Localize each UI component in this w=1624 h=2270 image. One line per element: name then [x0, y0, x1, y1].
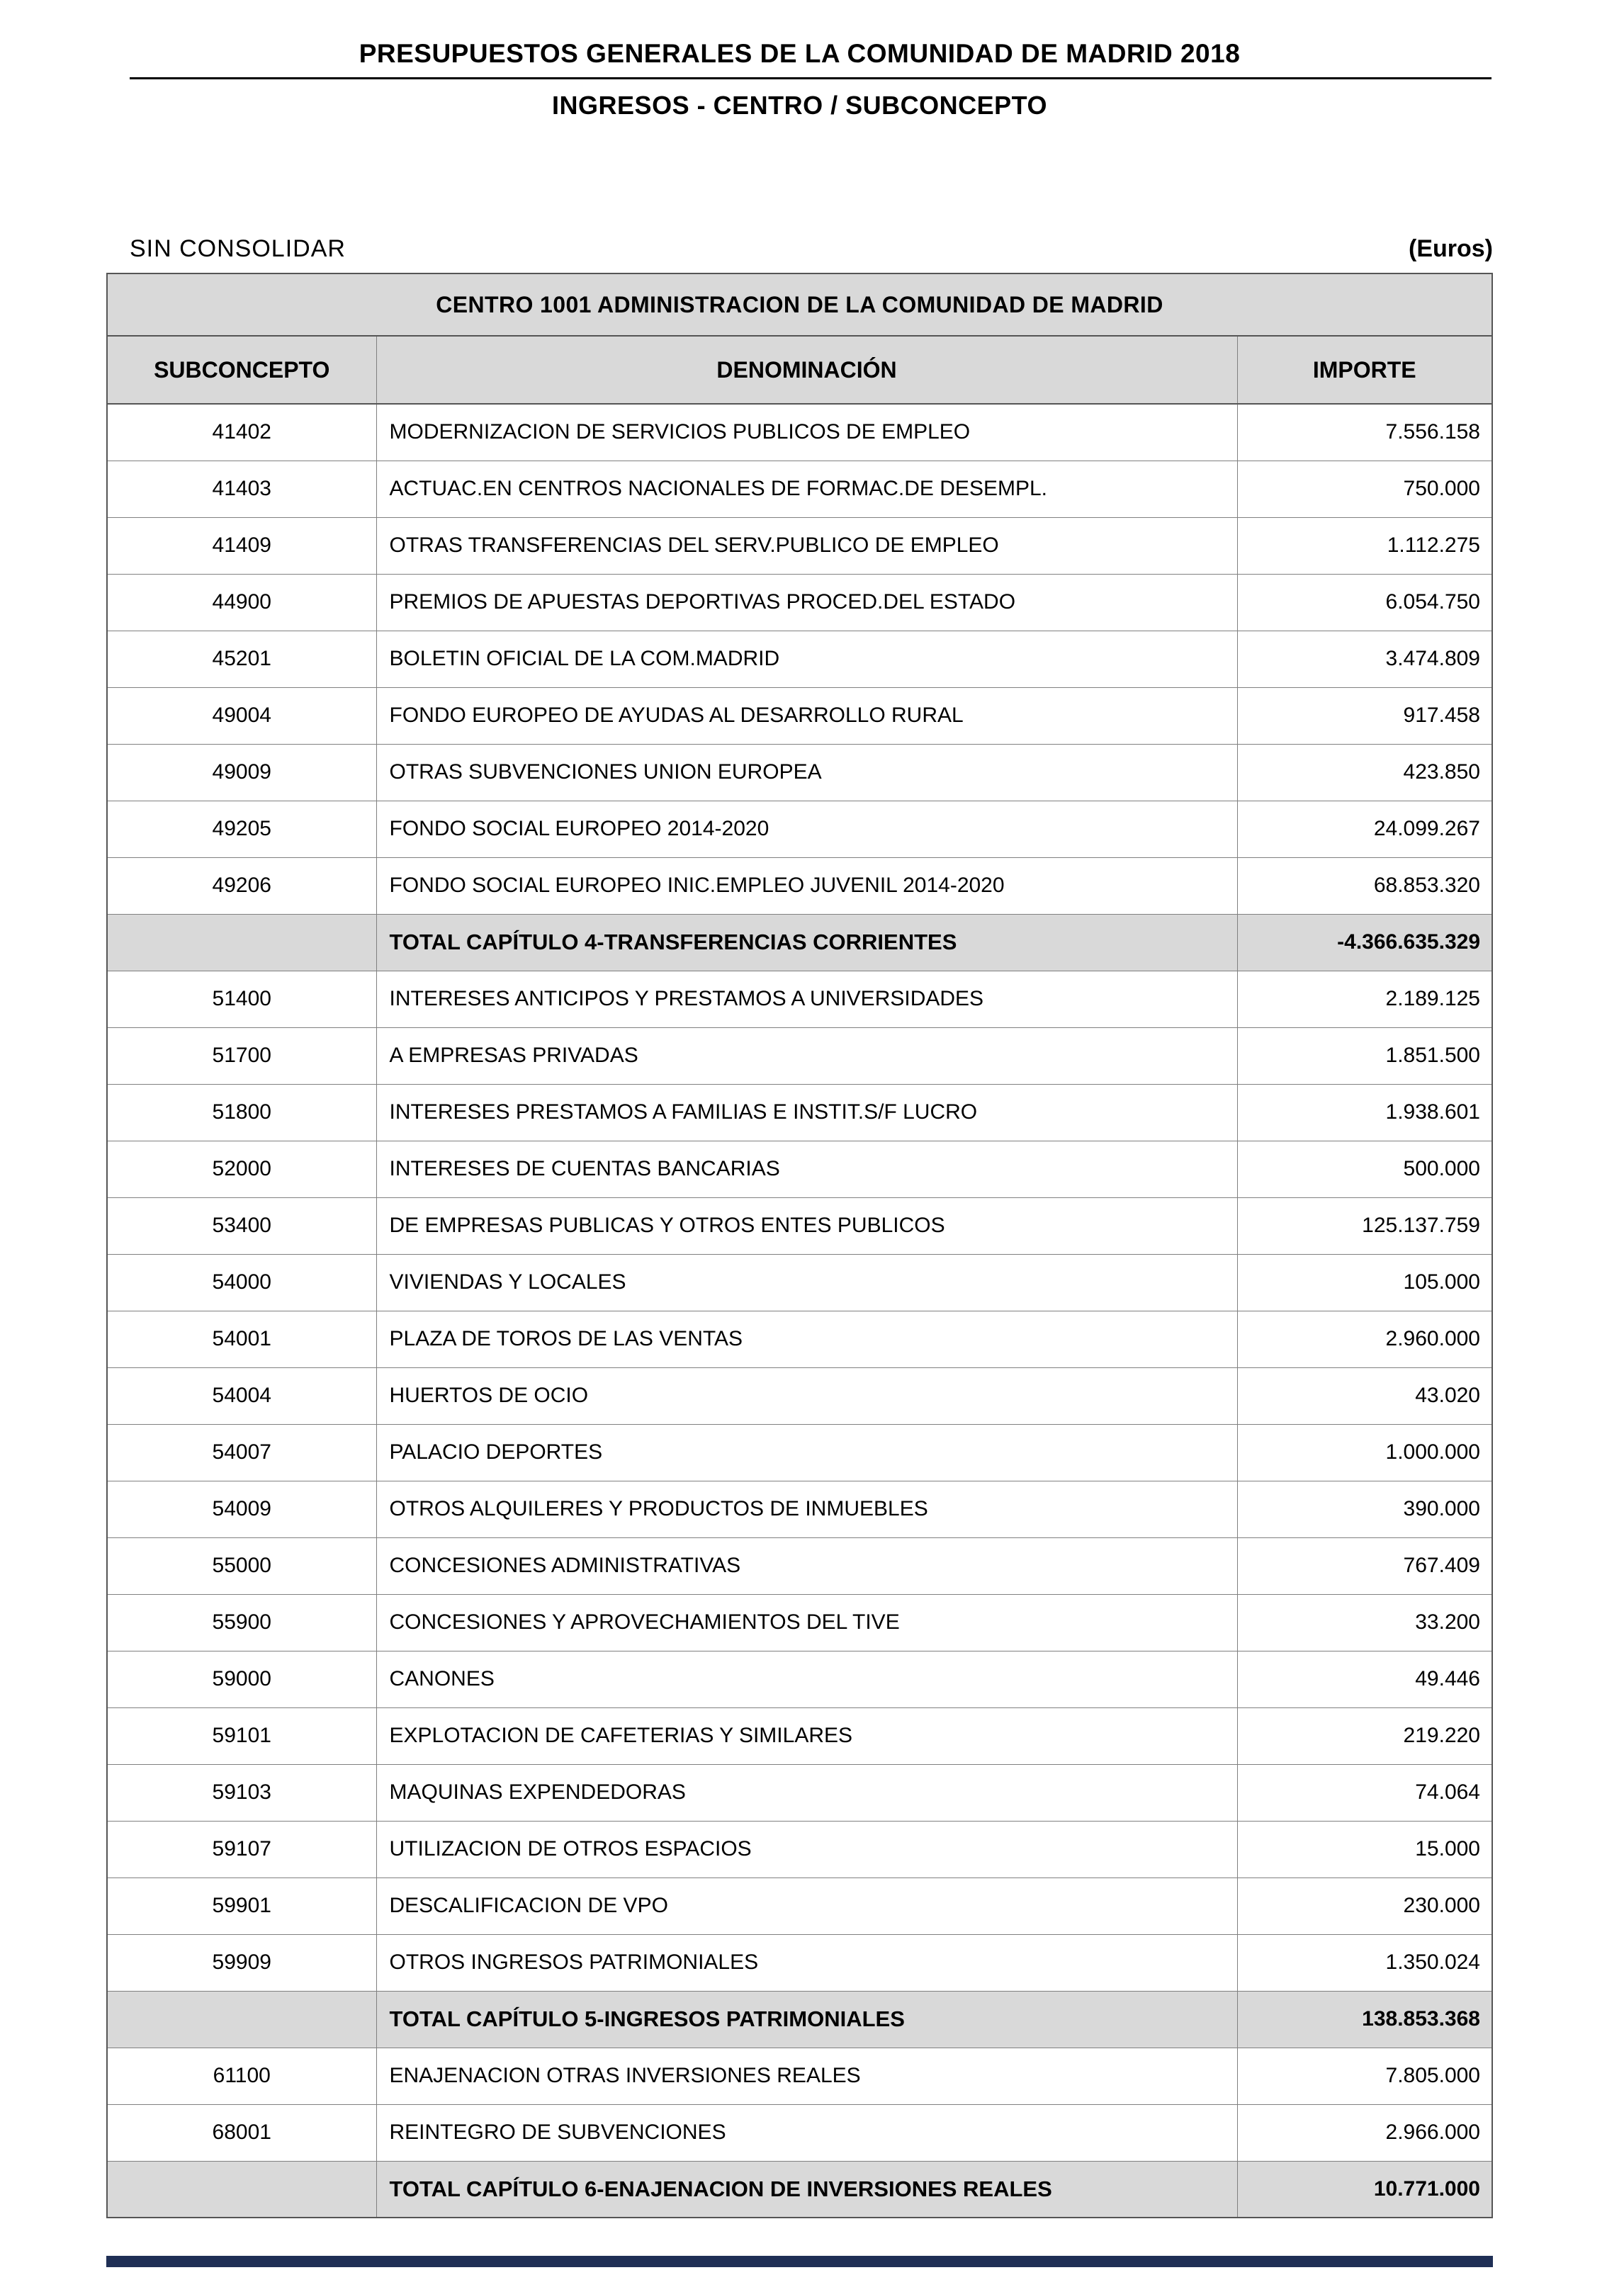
- importe-cell: 74.064: [1237, 1764, 1492, 1821]
- denominacion-cell: REINTEGRO DE SUBVENCIONES: [376, 2104, 1237, 2161]
- column-header-subconcepto: SUBCONCEPTO: [107, 336, 376, 404]
- table-row: [107, 1254, 1492, 1311]
- importe-cell: 1.112.275: [1237, 517, 1492, 574]
- denominacion-cell: DE EMPRESAS PUBLICAS Y OTROS ENTES PUBLICOS: [376, 1197, 1237, 1254]
- importe-cell: 6.054.750: [1237, 574, 1492, 631]
- centro-header: CENTRO 1001 ADMINISTRACION DE LA COMUNIDAD DE MADRID: [107, 273, 1492, 336]
- subconcepto-cell: 41403: [107, 461, 376, 517]
- subconcepto-cell: 55000: [107, 1537, 376, 1594]
- table-row: [107, 857, 1492, 914]
- subconcepto-cell: 41409: [107, 517, 376, 574]
- importe-cell: 138.853.368: [1237, 1991, 1492, 2048]
- importe-cell: 767.409: [1237, 1537, 1492, 1594]
- denominacion-cell: INTERESES PRESTAMOS A FAMILIAS E INSTIT.S/F LUCRO: [376, 1084, 1237, 1141]
- subconcepto-cell: 53400: [107, 1197, 376, 1254]
- subconcepto-cell: 68001: [107, 2104, 376, 2161]
- importe-cell: 750.000: [1237, 461, 1492, 517]
- denominacion-cell: EXPLOTACION DE CAFETERIAS Y SIMILARES: [376, 1707, 1237, 1764]
- subconcepto-cell: 45201: [107, 631, 376, 687]
- importe-cell: 2.966.000: [1237, 2104, 1492, 2161]
- denominacion-cell: MAQUINAS EXPENDEDORAS: [376, 1764, 1237, 1821]
- subconcepto-cell: 54009: [107, 1481, 376, 1537]
- subconcepto-cell: [107, 914, 376, 971]
- table-row: [107, 517, 1492, 574]
- column-header-importe: IMPORTE: [1237, 336, 1492, 404]
- subconcepto-cell: 49205: [107, 801, 376, 857]
- table-row: [107, 1651, 1492, 1707]
- subconcepto-cell: 59901: [107, 1877, 376, 1934]
- subconcepto-cell: 44900: [107, 574, 376, 631]
- denominacion-cell: DESCALIFICACION DE VPO: [376, 1877, 1237, 1934]
- table-row: [107, 1197, 1492, 1254]
- subconcepto-cell: 59909: [107, 1934, 376, 1991]
- denominacion-cell: TOTAL CAPÍTULO 5-INGRESOS PATRIMONIALES: [376, 1991, 1237, 2048]
- table-body: [107, 404, 1492, 2218]
- denominacion-cell: MODERNIZACION DE SERVICIOS PUBLICOS DE EMPLEO: [376, 404, 1237, 461]
- subconcepto-cell: 59103: [107, 1764, 376, 1821]
- denominacion-cell: INTERESES DE CUENTAS BANCARIAS: [376, 1141, 1237, 1197]
- importe-cell: 230.000: [1237, 1877, 1492, 1934]
- currency-note: (Euros): [1409, 235, 1493, 262]
- subconcepto-cell: [107, 2161, 376, 2218]
- denominacion-cell: ACTUAC.EN CENTROS NACIONALES DE FORMAC.DE DESEMPL.: [376, 461, 1237, 517]
- total-row: [107, 914, 1492, 971]
- importe-cell: 15.000: [1237, 1821, 1492, 1877]
- importe-cell: 43.020: [1237, 1367, 1492, 1424]
- subconcepto-cell: 51800: [107, 1084, 376, 1141]
- subconcepto-cell: 54000: [107, 1254, 376, 1311]
- importe-cell: 7.805.000: [1237, 2048, 1492, 2104]
- table-row: [107, 631, 1492, 687]
- table-row: [107, 404, 1492, 461]
- table-row: [107, 1877, 1492, 1934]
- denominacion-cell: A EMPRESAS PRIVADAS: [376, 1027, 1237, 1084]
- table-row: [107, 1311, 1492, 1367]
- importe-cell: 125.137.759: [1237, 1197, 1492, 1254]
- total-row: [107, 1991, 1492, 2048]
- denominacion-cell: FONDO EUROPEO DE AYUDAS AL DESARROLLO RURAL: [376, 687, 1237, 744]
- budget-table: [106, 273, 1493, 2218]
- denominacion-cell: PALACIO DEPORTES: [376, 1424, 1237, 1481]
- table-row: [107, 1764, 1492, 1821]
- table-row: [107, 1821, 1492, 1877]
- subconcepto-cell: 54001: [107, 1311, 376, 1367]
- table-row: [107, 971, 1492, 1027]
- importe-cell: 2.960.000: [1237, 1311, 1492, 1367]
- denominacion-cell: ENAJENACION OTRAS INVERSIONES REALES: [376, 2048, 1237, 2104]
- subconcepto-cell: 52000: [107, 1141, 376, 1197]
- denominacion-cell: OTRAS SUBVENCIONES UNION EUROPEA: [376, 744, 1237, 801]
- table-row: [107, 1707, 1492, 1764]
- denominacion-cell: FONDO SOCIAL EUROPEO INIC.EMPLEO JUVENIL 2014-2020: [376, 857, 1237, 914]
- denominacion-cell: INTERESES ANTICIPOS Y PRESTAMOS A UNIVERSIDADES: [376, 971, 1237, 1027]
- page-title: PRESUPUESTOS GENERALES DE LA COMUNIDAD DE MADRID 2018: [359, 39, 1241, 68]
- consolidation-note: SIN CONSOLIDAR: [130, 235, 346, 262]
- importe-cell: 1.000.000: [1237, 1424, 1492, 1481]
- table-row: [107, 1537, 1492, 1594]
- denominacion-cell: PLAZA DE TOROS DE LAS VENTAS: [376, 1311, 1237, 1367]
- subconcepto-cell: 59107: [107, 1821, 376, 1877]
- importe-cell: -4.366.635.329: [1237, 914, 1492, 971]
- subconcepto-cell: 59000: [107, 1651, 376, 1707]
- table-row: [107, 2048, 1492, 2104]
- denominacion-cell: UTILIZACION DE OTROS ESPACIOS: [376, 1821, 1237, 1877]
- subconcepto-cell: 51700: [107, 1027, 376, 1084]
- table-row: [107, 1594, 1492, 1651]
- importe-cell: 390.000: [1237, 1481, 1492, 1537]
- importe-cell: 219.220: [1237, 1707, 1492, 1764]
- denominacion-cell: VIVIENDAS Y LOCALES: [376, 1254, 1237, 1311]
- importe-cell: 1.851.500: [1237, 1027, 1492, 1084]
- table-row: [107, 801, 1492, 857]
- importe-cell: 1.350.024: [1237, 1934, 1492, 1991]
- importe-cell: 3.474.809: [1237, 631, 1492, 687]
- table-row: [107, 1141, 1492, 1197]
- total-row: [107, 2161, 1492, 2218]
- importe-cell: 105.000: [1237, 1254, 1492, 1311]
- table-row: [107, 744, 1492, 801]
- importe-cell: 2.189.125: [1237, 971, 1492, 1027]
- importe-cell: 423.850: [1237, 744, 1492, 801]
- importe-cell: 10.771.000: [1237, 2161, 1492, 2218]
- importe-cell: 33.200: [1237, 1594, 1492, 1651]
- table-row: [107, 1481, 1492, 1537]
- denominacion-cell: CONCESIONES Y APROVECHAMIENTOS DEL TIVE: [376, 1594, 1237, 1651]
- table-row: [107, 574, 1492, 631]
- table-row: [107, 1424, 1492, 1481]
- denominacion-cell: OTRAS TRANSFERENCIAS DEL SERV.PUBLICO DE EMPLEO: [376, 517, 1237, 574]
- denominacion-cell: BOLETIN OFICIAL DE LA COM.MADRID: [376, 631, 1237, 687]
- importe-cell: 500.000: [1237, 1141, 1492, 1197]
- subconcepto-cell: [107, 1991, 376, 2048]
- subconcepto-cell: 59101: [107, 1707, 376, 1764]
- denominacion-cell: TOTAL CAPÍTULO 6-ENAJENACION DE INVERSIONES REALES: [376, 2161, 1237, 2218]
- footer-bar: [106, 2256, 1493, 2267]
- subconcepto-cell: 54007: [107, 1424, 376, 1481]
- importe-cell: 49.446: [1237, 1651, 1492, 1707]
- denominacion-cell: CANONES: [376, 1651, 1237, 1707]
- meta-row: [130, 235, 1493, 263]
- importe-cell: 24.099.267: [1237, 801, 1492, 857]
- subconcepto-cell: 54004: [107, 1367, 376, 1424]
- denominacion-cell: CONCESIONES ADMINISTRATIVAS: [376, 1537, 1237, 1594]
- denominacion-cell: FONDO SOCIAL EUROPEO 2014-2020: [376, 801, 1237, 857]
- column-header-denominacion: DENOMINACIÓN: [376, 336, 1237, 404]
- subconcepto-cell: 49206: [107, 857, 376, 914]
- subconcepto-cell: 55900: [107, 1594, 376, 1651]
- table-row: [107, 2104, 1492, 2161]
- table-row: [107, 1084, 1492, 1141]
- table-row: [107, 1367, 1492, 1424]
- centro-header-row: [107, 273, 1492, 336]
- denominacion-cell: PREMIOS DE APUESTAS DEPORTIVAS PROCED.DEL ESTADO: [376, 574, 1237, 631]
- importe-cell: 1.938.601: [1237, 1084, 1492, 1141]
- importe-cell: 68.853.320: [1237, 857, 1492, 914]
- subconcepto-cell: 61100: [107, 2048, 376, 2104]
- document-content: [106, 0, 1493, 2218]
- denominacion-cell: HUERTOS DE OCIO: [376, 1367, 1237, 1424]
- table-row: [107, 461, 1492, 517]
- table-row: [107, 1027, 1492, 1084]
- subconcepto-cell: 41402: [107, 404, 376, 461]
- importe-cell: 7.556.158: [1237, 404, 1492, 461]
- table-row: [107, 687, 1492, 744]
- title-divider: [130, 77, 1492, 79]
- denominacion-cell: OTROS ALQUILERES Y PRODUCTOS DE INMUEBLES: [376, 1481, 1237, 1537]
- table-row: [107, 1934, 1492, 1991]
- denominacion-cell: OTROS INGRESOS PATRIMONIALES: [376, 1934, 1237, 1991]
- subconcepto-cell: 51400: [107, 971, 376, 1027]
- subconcepto-cell: 49004: [107, 687, 376, 744]
- importe-cell: 917.458: [1237, 687, 1492, 744]
- column-header-row: [107, 336, 1492, 404]
- denominacion-cell: TOTAL CAPÍTULO 4-TRANSFERENCIAS CORRIENTES: [376, 914, 1237, 971]
- page-subtitle: INGRESOS - CENTRO / SUBCONCEPTO: [552, 91, 1047, 120]
- subconcepto-cell: 49009: [107, 744, 376, 801]
